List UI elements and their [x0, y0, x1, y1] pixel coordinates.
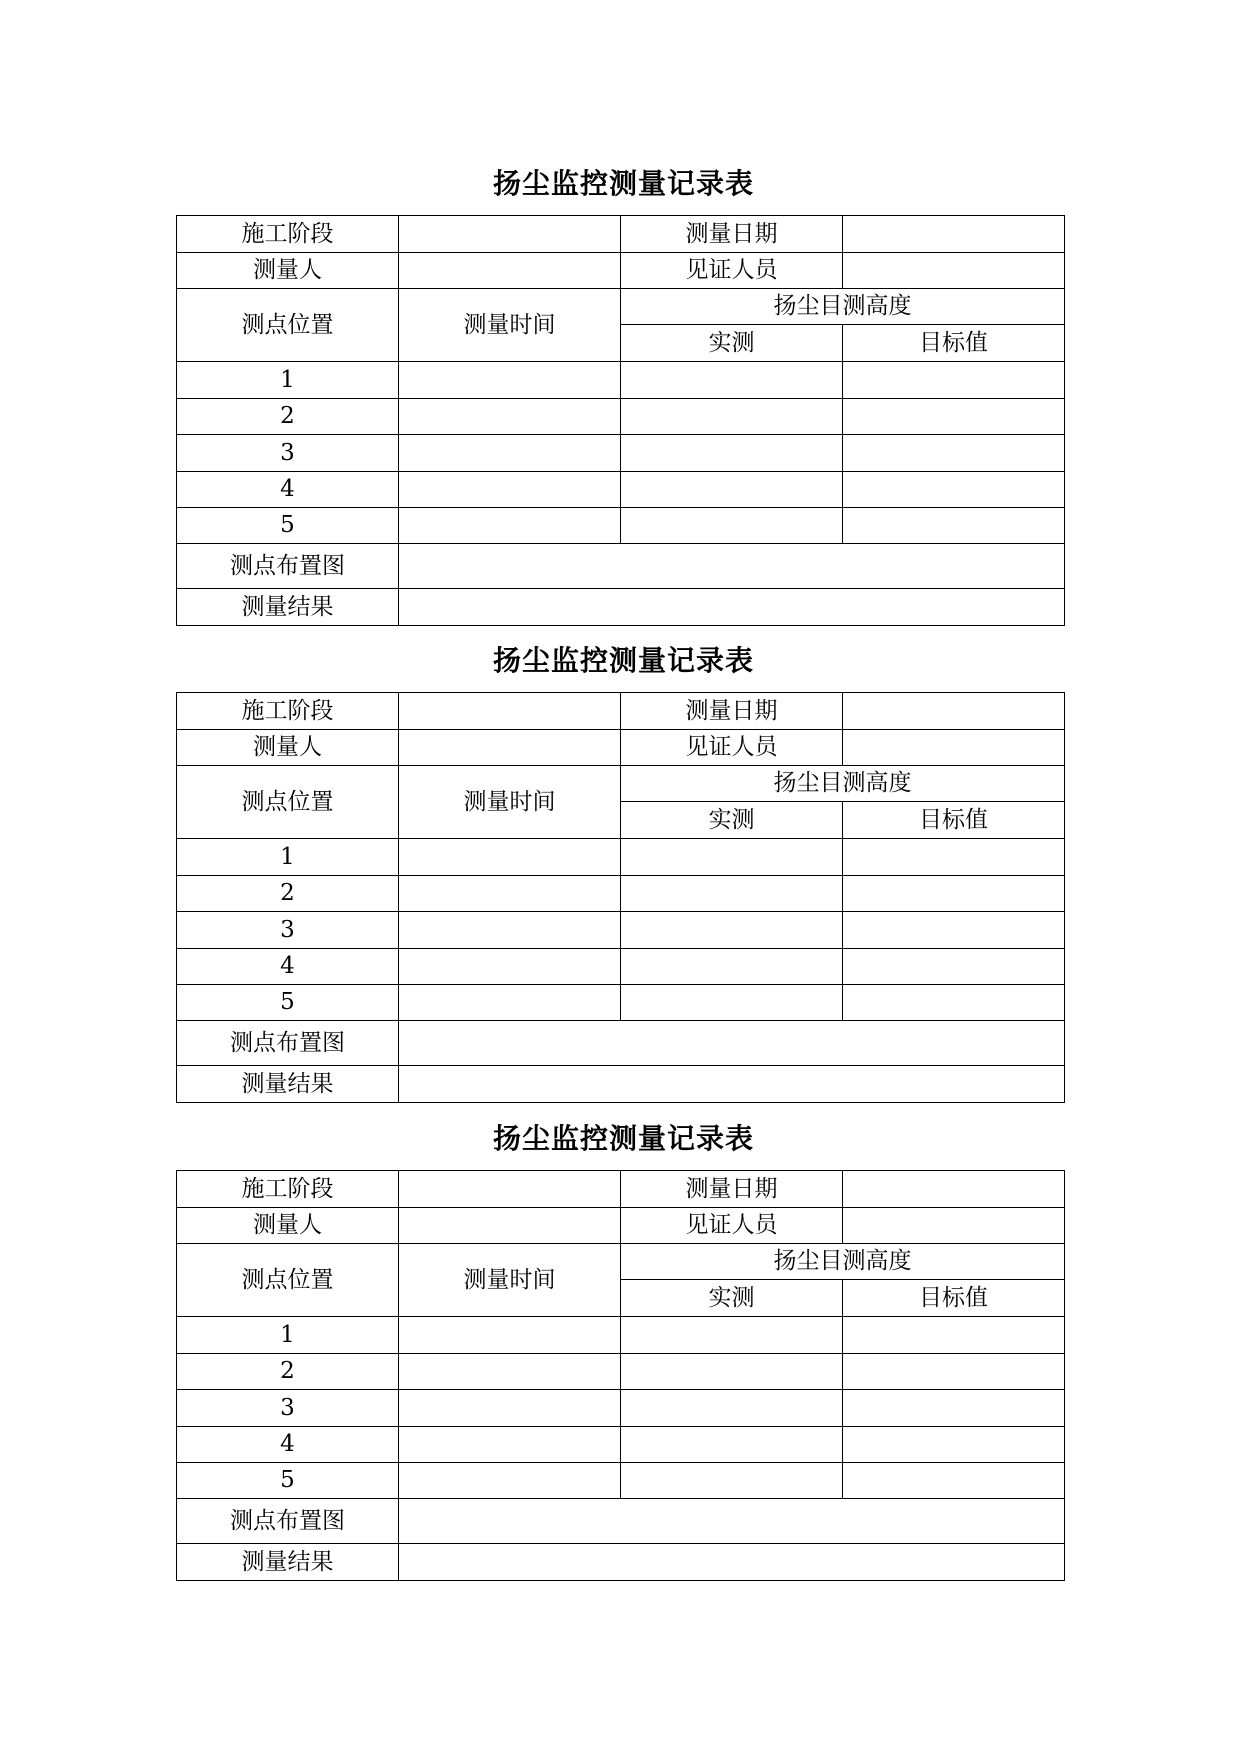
witness-label: 见证人员 — [620, 252, 843, 289]
point-number: 1 — [176, 1316, 399, 1354]
layout-diagram-label: 测点布置图 — [176, 1020, 399, 1066]
actual-header: 实测 — [620, 801, 843, 839]
point-number: 5 — [176, 984, 399, 1021]
target-cell[interactable] — [842, 471, 1065, 508]
actual-cell[interactable] — [620, 507, 843, 544]
stage-field[interactable] — [398, 1170, 621, 1208]
target-cell[interactable] — [842, 361, 1065, 399]
actual-cell[interactable] — [620, 1426, 843, 1463]
layout-diagram-label: 测点布置图 — [176, 543, 399, 589]
target-header: 目标值 — [842, 1279, 1065, 1317]
actual-cell[interactable] — [620, 398, 843, 435]
target-cell[interactable] — [842, 1389, 1065, 1427]
layout-diagram-label: 测点布置图 — [176, 1498, 399, 1544]
measure-time-header: 测量时间 — [398, 765, 621, 839]
result-field[interactable] — [398, 1065, 1065, 1103]
point-number: 5 — [176, 1462, 399, 1499]
point-number: 5 — [176, 507, 399, 544]
measurer-field[interactable] — [398, 1207, 621, 1244]
point-number: 4 — [176, 948, 399, 985]
point-position-header: 测点位置 — [176, 288, 399, 362]
layout-diagram-field[interactable] — [398, 543, 1065, 589]
result-label: 测量结果 — [176, 1543, 399, 1581]
measure-time-cell[interactable] — [398, 984, 621, 1021]
measurer-field[interactable] — [398, 252, 621, 289]
target-cell[interactable] — [842, 1316, 1065, 1354]
point-number: 2 — [176, 875, 399, 912]
result-label: 测量结果 — [176, 1065, 399, 1103]
actual-cell[interactable] — [620, 948, 843, 985]
dust-height-header: 扬尘目测高度 — [620, 1243, 1065, 1280]
stage-label: 施工阶段 — [176, 692, 399, 730]
stage-field[interactable] — [398, 692, 621, 730]
actual-cell[interactable] — [620, 984, 843, 1021]
measure-time-cell[interactable] — [398, 1353, 621, 1390]
measure-date-label: 测量日期 — [620, 692, 843, 730]
layout-diagram-field[interactable] — [398, 1020, 1065, 1066]
measure-date-field[interactable] — [842, 215, 1065, 253]
measure-time-header: 测量时间 — [398, 288, 621, 362]
target-cell[interactable] — [842, 1462, 1065, 1499]
actual-cell[interactable] — [620, 1389, 843, 1427]
actual-cell[interactable] — [620, 911, 843, 949]
target-cell[interactable] — [842, 434, 1065, 472]
point-position-header: 测点位置 — [176, 1243, 399, 1317]
dust-height-header: 扬尘目测高度 — [620, 765, 1065, 802]
actual-cell[interactable] — [620, 1353, 843, 1390]
form-title: 扬尘监控测量记录表 — [492, 1122, 754, 1155]
point-number: 3 — [176, 434, 399, 472]
witness-field[interactable] — [842, 1207, 1065, 1244]
actual-header: 实测 — [620, 1279, 843, 1317]
point-number: 4 — [176, 1426, 399, 1463]
measure-time-cell[interactable] — [398, 1462, 621, 1499]
witness-field[interactable] — [842, 729, 1065, 766]
actual-cell[interactable] — [620, 361, 843, 399]
measure-time-cell[interactable] — [398, 507, 621, 544]
actual-cell[interactable] — [620, 1316, 843, 1354]
point-position-header: 测点位置 — [176, 765, 399, 839]
point-number: 4 — [176, 471, 399, 508]
measure-time-cell[interactable] — [398, 948, 621, 985]
point-number: 3 — [176, 911, 399, 949]
measure-time-header: 测量时间 — [398, 1243, 621, 1317]
measure-time-cell[interactable] — [398, 1389, 621, 1427]
point-number: 1 — [176, 361, 399, 399]
target-cell[interactable] — [842, 507, 1065, 544]
target-cell[interactable] — [842, 948, 1065, 985]
form-title: 扬尘监控测量记录表 — [492, 644, 754, 677]
measure-time-cell[interactable] — [398, 434, 621, 472]
measurer-field[interactable] — [398, 729, 621, 766]
actual-cell[interactable] — [620, 1462, 843, 1499]
measure-time-cell[interactable] — [398, 398, 621, 435]
target-cell[interactable] — [842, 984, 1065, 1021]
point-number: 3 — [176, 1389, 399, 1427]
stage-label: 施工阶段 — [176, 1170, 399, 1208]
witness-field[interactable] — [842, 252, 1065, 289]
result-label: 测量结果 — [176, 588, 399, 626]
point-number: 1 — [176, 838, 399, 876]
measure-time-cell[interactable] — [398, 361, 621, 399]
stage-field[interactable] — [398, 215, 621, 253]
target-cell[interactable] — [842, 838, 1065, 876]
stage-label: 施工阶段 — [176, 215, 399, 253]
dust-height-header: 扬尘目测高度 — [620, 288, 1065, 325]
witness-label: 见证人员 — [620, 729, 843, 766]
target-cell[interactable] — [842, 1353, 1065, 1390]
measure-date-field[interactable] — [842, 1170, 1065, 1208]
target-cell[interactable] — [842, 398, 1065, 435]
actual-cell[interactable] — [620, 838, 843, 876]
measurer-label: 测量人 — [176, 1207, 399, 1244]
target-cell[interactable] — [842, 875, 1065, 912]
measure-time-cell[interactable] — [398, 1426, 621, 1463]
actual-cell[interactable] — [620, 434, 843, 472]
layout-diagram-field[interactable] — [398, 1498, 1065, 1544]
target-header: 目标值 — [842, 324, 1065, 362]
form-title: 扬尘监控测量记录表 — [492, 167, 754, 200]
target-cell[interactable] — [842, 911, 1065, 949]
actual-header: 实测 — [620, 324, 843, 362]
result-field[interactable] — [398, 588, 1065, 626]
measure-time-cell[interactable] — [398, 471, 621, 508]
witness-label: 见证人员 — [620, 1207, 843, 1244]
measure-date-field[interactable] — [842, 692, 1065, 730]
actual-cell[interactable] — [620, 875, 843, 912]
result-field[interactable] — [398, 1543, 1065, 1581]
measure-time-cell[interactable] — [398, 1316, 621, 1354]
measure-time-cell[interactable] — [398, 875, 621, 912]
target-header: 目标值 — [842, 801, 1065, 839]
measure-time-cell[interactable] — [398, 911, 621, 949]
actual-cell[interactable] — [620, 471, 843, 508]
point-number: 2 — [176, 398, 399, 435]
measurer-label: 测量人 — [176, 252, 399, 289]
target-cell[interactable] — [842, 1426, 1065, 1463]
measurer-label: 测量人 — [176, 729, 399, 766]
measure-date-label: 测量日期 — [620, 1170, 843, 1208]
point-number: 2 — [176, 1353, 399, 1390]
measure-time-cell[interactable] — [398, 838, 621, 876]
measure-date-label: 测量日期 — [620, 215, 843, 253]
